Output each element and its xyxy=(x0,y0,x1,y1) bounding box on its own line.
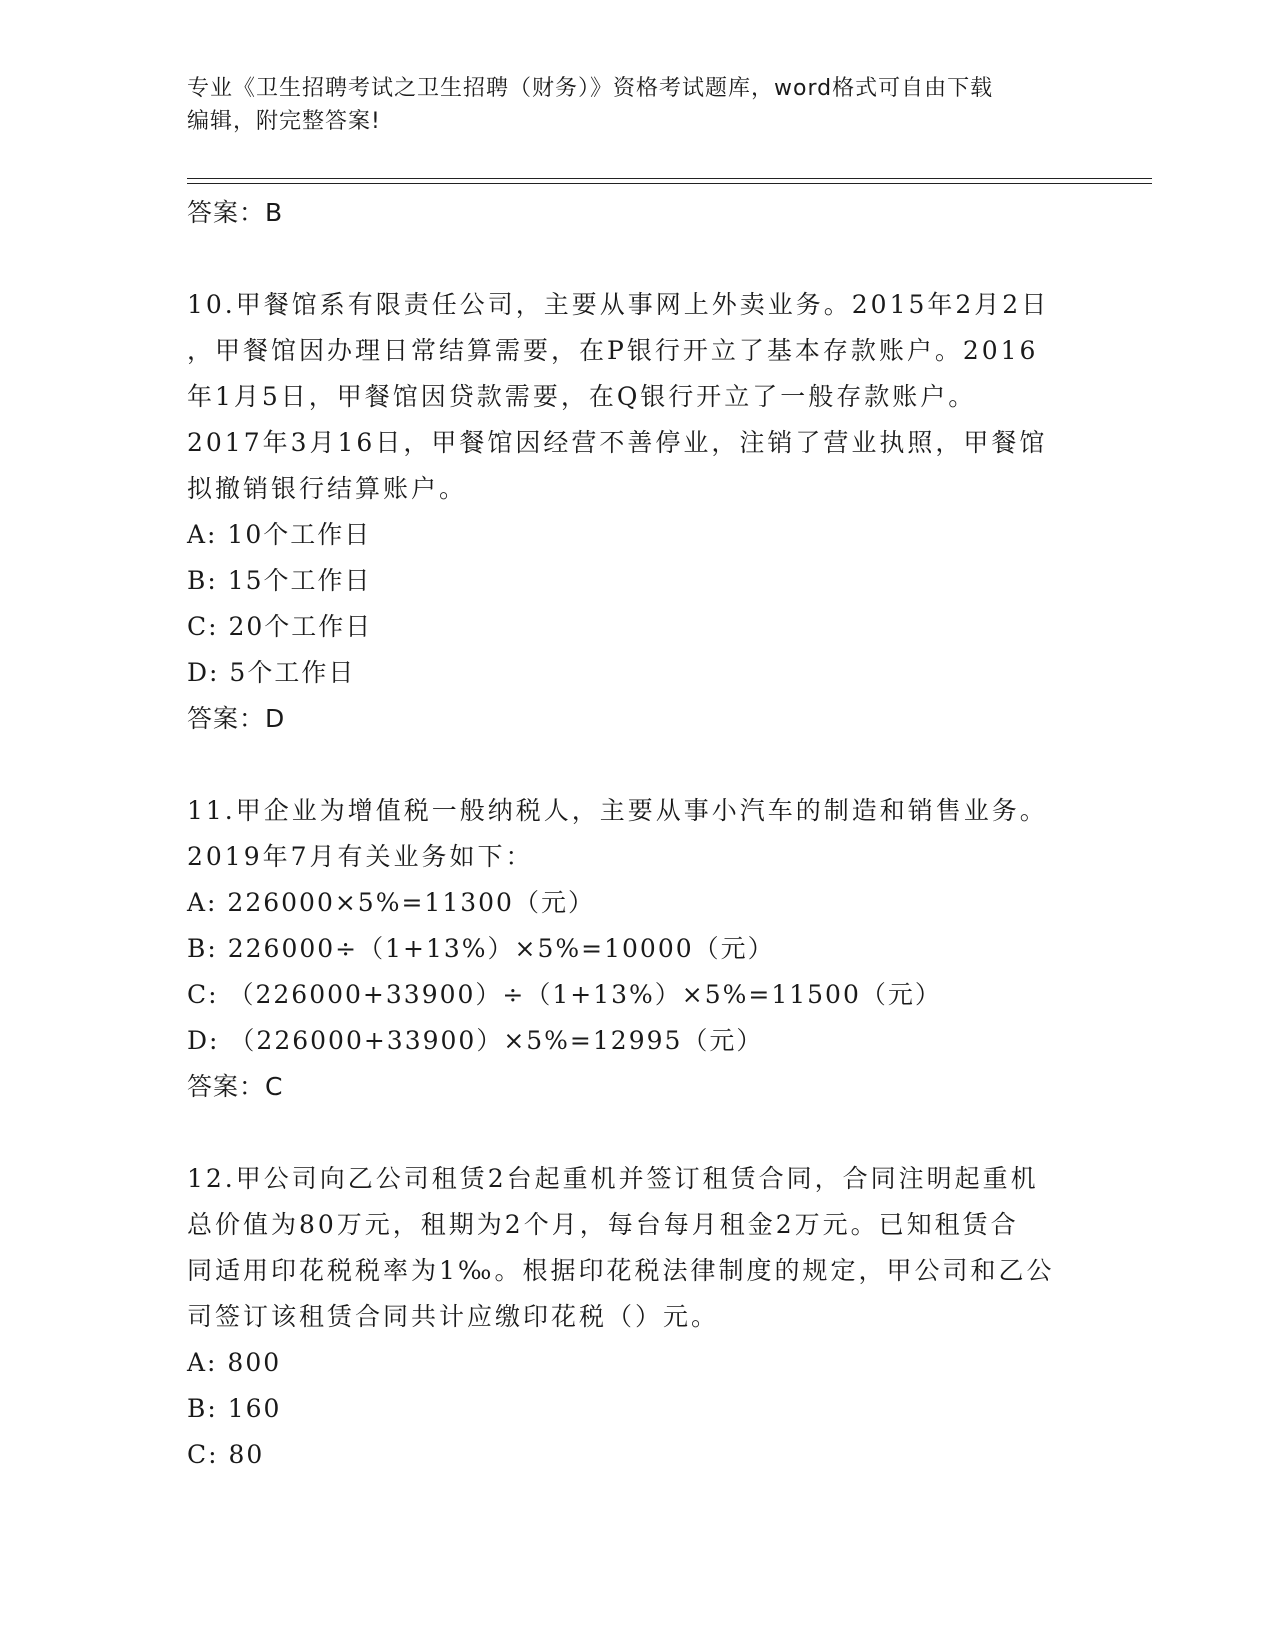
question-text-line: 12.甲公司向乙公司租赁2台起重机并签订租赁合同，合同注明起重机 xyxy=(187,1164,1039,1193)
header-rule-top xyxy=(187,178,1152,179)
header-rule-bottom xyxy=(187,183,1152,184)
question-list xyxy=(187,190,1087,1478)
question-text-line: ，甲餐馆因办理日常结算需要，在P银行开立了基本存款账户。2016 xyxy=(187,336,1039,365)
question-text-line: 年1月5日，甲餐馆因贷款需要，在Q银行开立了一般存款账户。 xyxy=(187,382,977,411)
spacer xyxy=(187,1110,1087,1156)
answer-label: 答案：B xyxy=(187,198,284,227)
question-10 xyxy=(187,282,1087,742)
question-text-line: 2019年7月有关业务如下： xyxy=(187,842,534,871)
page-header xyxy=(187,72,1067,138)
option-a: A: 226000×5%=11300（元） xyxy=(187,888,595,917)
question-11 xyxy=(187,788,1087,1110)
question-12 xyxy=(187,1156,1087,1478)
header-line-2: 编辑，附完整答案! xyxy=(187,109,381,134)
question-9-tail xyxy=(187,190,1087,236)
option-c: C: 80 xyxy=(187,1440,265,1469)
question-text-line: 11.甲企业为增值税一般纳税人，主要从事小汽车的制造和销售业务。 xyxy=(187,796,1048,825)
option-a: A: 10个工作日 xyxy=(187,520,372,549)
option-b: B: 226000÷（1+13%）×5%=10000（元） xyxy=(187,934,775,963)
option-b: B: 15个工作日 xyxy=(187,566,372,595)
option-d: D: （226000+33900）×5%=12995（元） xyxy=(187,1026,764,1055)
question-text-line: 同适用印花税税率为1‰。根据印花税法律制度的规定，甲公司和乙公 xyxy=(187,1256,1055,1285)
option-b: B: 160 xyxy=(187,1394,282,1423)
header-line-1: 专业《卫生招聘考试之卫生招聘（财务）》资格考试题库，word格式可自由下载 xyxy=(187,76,994,101)
option-a: A: 800 xyxy=(187,1348,282,1377)
spacer xyxy=(187,742,1087,788)
question-text-line: 总价值为80万元，租期为2个月，每台每月租金2万元。已知租赁合 xyxy=(187,1210,1019,1239)
question-text-line: 2017年3月16日，甲餐馆因经营不善停业，注销了营业执照，甲餐馆 xyxy=(187,428,1048,457)
answer-label: 答案：D xyxy=(187,704,286,733)
question-text-line: 司签订该租赁合同共计应缴印花税（）元。 xyxy=(187,1302,720,1331)
question-text-line: 拟撤销银行结算账户。 xyxy=(187,474,468,503)
question-text-line: 10.甲餐馆系有限责任公司，主要从事网上外卖业务。2015年2月2日 xyxy=(187,290,1050,319)
spacer xyxy=(187,236,1087,282)
answer-label: 答案：C xyxy=(187,1072,284,1101)
option-c: C: （226000+33900）÷（1+13%）×5%=11500（元） xyxy=(187,980,942,1009)
option-c: C: 20个工作日 xyxy=(187,612,373,641)
option-d: D: 5个工作日 xyxy=(187,658,356,687)
